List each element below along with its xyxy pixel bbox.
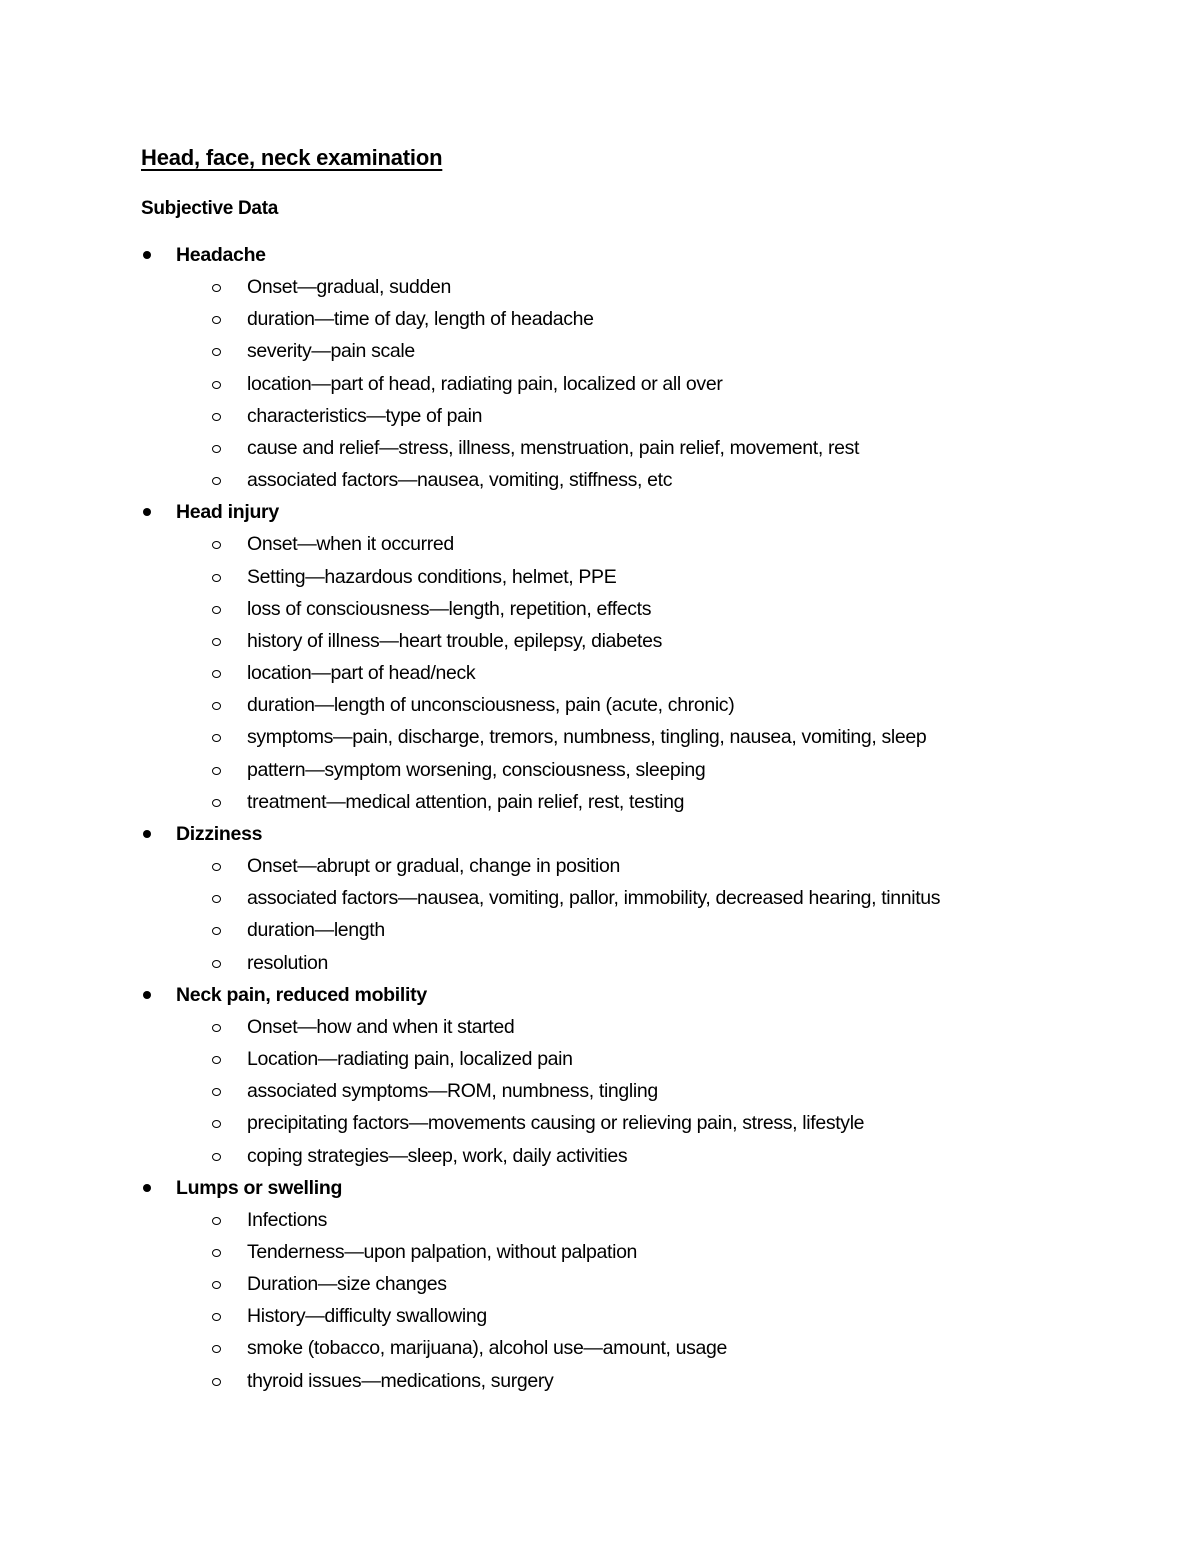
list-item (0, 561, 1200, 593)
list-item (0, 754, 1200, 786)
list-item (0, 303, 1200, 335)
topic-heading-row (0, 239, 1200, 271)
list-item-text: History—difficulty swallowing (247, 1305, 487, 1328)
subtopic-list (0, 1204, 1200, 1397)
list-item (0, 786, 1200, 818)
list-item-text: associated factors—nausea, vomiting, pallor, immobility, decreased hearing, tinnitus (247, 887, 941, 910)
list-item-text: Setting—hazardous conditions, helmet, PPE (247, 565, 617, 588)
list-item (0, 850, 1200, 882)
hollow-circle-bullet-icon (212, 1378, 221, 1386)
topic-heading: Dizziness (176, 823, 263, 845)
hollow-circle-bullet-icon (212, 1153, 221, 1161)
list-item-text: precipitating factors—movements causing or relieving pain, stress, lifestyle (247, 1112, 865, 1135)
topic-list (0, 239, 1200, 1397)
hollow-circle-bullet-icon (212, 1313, 221, 1321)
list-item (0, 593, 1200, 625)
list-item (0, 1300, 1200, 1332)
list-item-text: symptoms—pain, discharge, tremors, numbness, tingling, nausea, vomiting, sleep (247, 726, 927, 749)
topic-section (0, 496, 1200, 818)
list-item-text: Tenderness—upon palpation, without palpation (247, 1240, 638, 1263)
subtopic-list (0, 1011, 1200, 1172)
list-item (0, 689, 1200, 721)
hollow-circle-bullet-icon (212, 1345, 221, 1353)
topic-heading-row (0, 496, 1200, 528)
list-item (0, 1140, 1200, 1172)
list-item (0, 1075, 1200, 1107)
list-item-text: loss of consciousness—length, repetition, effects (247, 597, 652, 620)
topic-heading-row (0, 1172, 1200, 1204)
topic-heading-row (0, 979, 1200, 1011)
list-item-text: location—part of head/neck (247, 662, 476, 685)
hollow-circle-bullet-icon (212, 927, 221, 935)
list-item (0, 464, 1200, 496)
hollow-circle-bullet-icon (212, 1249, 221, 1257)
topic-heading: Head injury (176, 501, 279, 524)
list-item (0, 882, 1200, 914)
hollow-circle-bullet-icon (212, 767, 221, 775)
list-item (0, 1107, 1200, 1139)
list-item (0, 432, 1200, 464)
list-item (0, 1204, 1200, 1236)
topic-section (0, 239, 1200, 496)
list-item (0, 1236, 1200, 1268)
list-item-text: history of illness—heart trouble, epilepsy, diabetes (247, 629, 662, 652)
section-subtitle: Subjective Data (141, 198, 278, 219)
filled-circle-bullet-icon (143, 991, 151, 999)
list-item-text: Onset—abrupt or gradual, change in position (247, 855, 621, 877)
hollow-circle-bullet-icon (212, 702, 221, 710)
hollow-circle-bullet-icon (212, 413, 221, 421)
list-item (0, 1268, 1200, 1300)
list-item-text: severity—pain scale (247, 340, 415, 363)
list-item-text: Onset—gradual, sudden (247, 276, 452, 298)
list-item (0, 1365, 1200, 1397)
hollow-circle-bullet-icon (212, 734, 221, 742)
list-item-text: associated factors—nausea, vomiting, stiffness, etc (247, 469, 673, 492)
hollow-circle-bullet-icon (212, 670, 221, 678)
topic-heading-row (0, 818, 1200, 850)
list-item-text: resolution (247, 951, 329, 974)
list-item-text: duration—length of unconsciousness, pain (acute, chronic) (247, 694, 735, 717)
list-item-text: characteristics—type of pain (247, 404, 483, 427)
list-item-text: thyroid issues—medications, surgery (247, 1369, 554, 1392)
hollow-circle-bullet-icon (212, 284, 221, 292)
list-item-text: Onset—how and when it started (247, 1015, 515, 1038)
list-item (0, 1011, 1200, 1043)
hollow-circle-bullet-icon (212, 1281, 221, 1289)
list-item-text: treatment—medical attention, pain relief, rest, testing (247, 790, 685, 813)
hollow-circle-bullet-icon (212, 1056, 221, 1064)
topic-heading: Neck pain, reduced mobility (176, 983, 427, 1006)
hollow-circle-bullet-icon (212, 606, 221, 614)
list-item (0, 625, 1200, 657)
list-item-text: associated symptoms—ROM, numbness, tingling (247, 1080, 658, 1103)
topic-section (0, 818, 1200, 979)
topic-heading: Headache (176, 244, 266, 266)
hollow-circle-bullet-icon (212, 477, 221, 485)
list-item (0, 528, 1200, 560)
hollow-circle-bullet-icon (212, 895, 221, 903)
list-item-text: Duration—size changes (247, 1273, 447, 1296)
list-item-text: location—part of head, radiating pain, localized or all over (247, 372, 723, 395)
hollow-circle-bullet-icon (212, 863, 221, 871)
hollow-circle-bullet-icon (212, 541, 221, 549)
subtopic-list (0, 850, 1200, 979)
list-item-text: Onset—when it occurred (247, 533, 454, 556)
list-item-text: Location—radiating pain, localized pain (247, 1047, 573, 1070)
list-item (0, 271, 1200, 303)
list-item (0, 1332, 1200, 1364)
hollow-circle-bullet-icon (212, 574, 221, 582)
list-item (0, 400, 1200, 432)
list-item-text: pattern—symptom worsening, consciousness, sleeping (247, 758, 706, 781)
list-item-text: duration—length (247, 919, 385, 942)
hollow-circle-bullet-icon (212, 1217, 221, 1225)
hollow-circle-bullet-icon (212, 381, 221, 389)
hollow-circle-bullet-icon (212, 960, 221, 968)
list-item (0, 721, 1200, 753)
filled-circle-bullet-icon (143, 1184, 151, 1192)
filled-circle-bullet-icon (143, 830, 151, 838)
topic-section (0, 1172, 1200, 1397)
list-item-text: duration—time of day, length of headache (247, 308, 594, 331)
hollow-circle-bullet-icon (212, 638, 221, 646)
subtopic-list (0, 271, 1200, 496)
topic-section (0, 979, 1200, 1172)
list-item-text: cause and relief—stress, illness, menstruation, pain relief, movement, rest (247, 436, 860, 459)
list-item (0, 1043, 1200, 1075)
page-title: Head, face, neck examination (141, 145, 443, 170)
list-item-text: Infections (247, 1208, 327, 1231)
hollow-circle-bullet-icon (212, 1024, 221, 1032)
list-item (0, 947, 1200, 979)
hollow-circle-bullet-icon (212, 445, 221, 453)
list-item (0, 914, 1200, 946)
filled-circle-bullet-icon (143, 508, 151, 516)
hollow-circle-bullet-icon (212, 799, 221, 807)
list-item-text: coping strategies—sleep, work, daily activities (247, 1144, 628, 1167)
list-item-text: smoke (tobacco, marijuana), alcohol use—amount, usage (247, 1337, 728, 1360)
hollow-circle-bullet-icon (212, 316, 221, 324)
topic-heading: Lumps or swelling (176, 1176, 343, 1199)
hollow-circle-bullet-icon (212, 348, 221, 356)
list-item (0, 368, 1200, 400)
hollow-circle-bullet-icon (212, 1120, 221, 1128)
subtopic-list (0, 528, 1200, 818)
list-item (0, 335, 1200, 367)
filled-circle-bullet-icon (143, 251, 151, 259)
list-item (0, 657, 1200, 689)
hollow-circle-bullet-icon (212, 1088, 221, 1096)
